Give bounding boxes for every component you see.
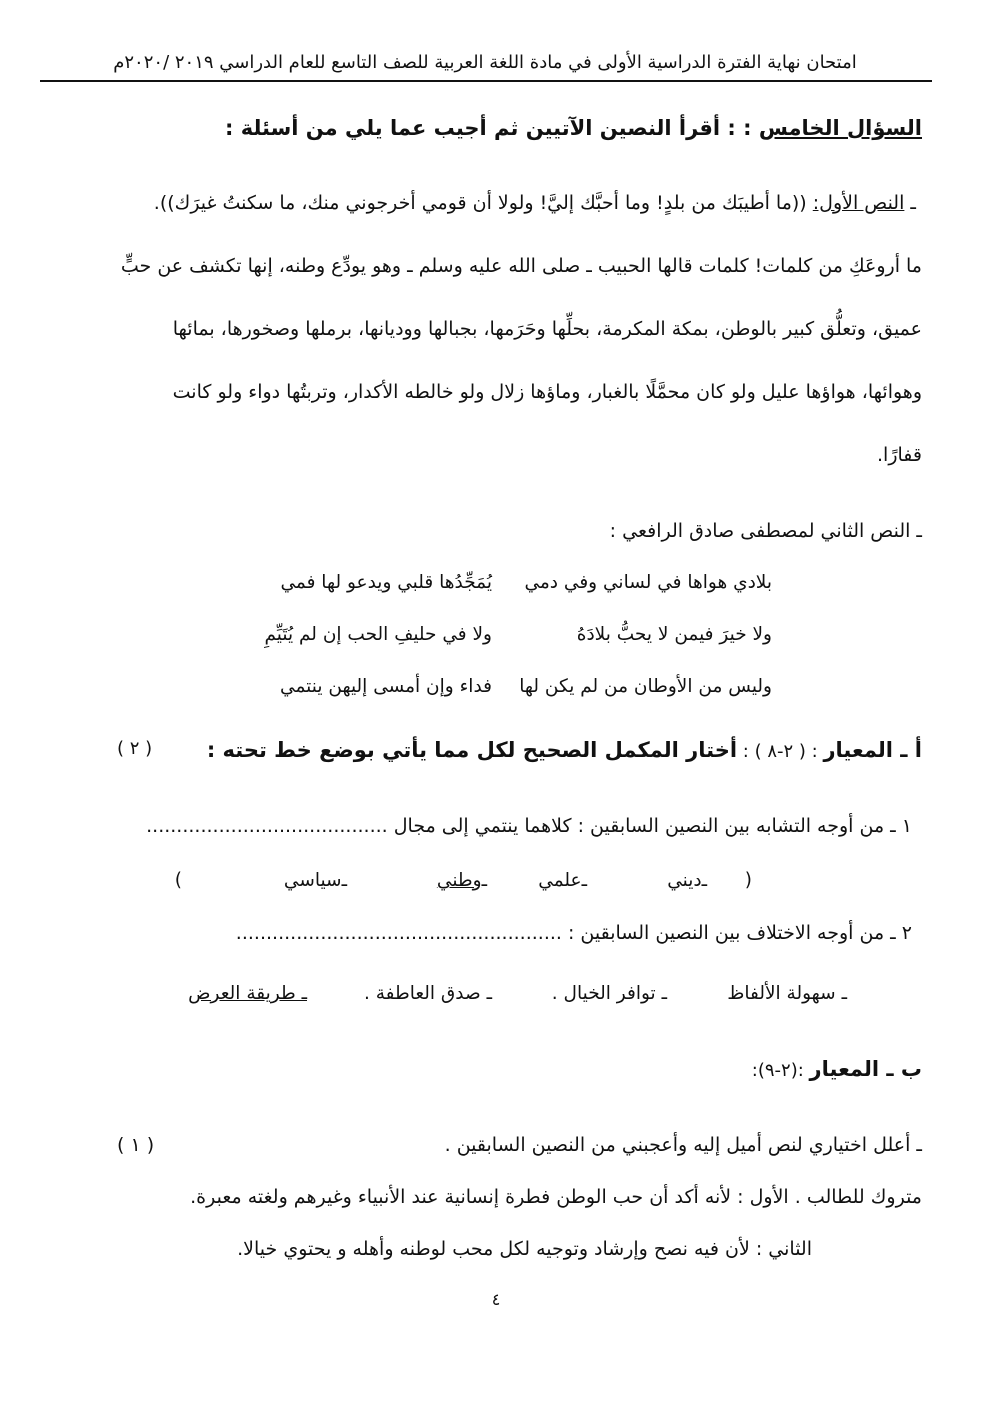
question-5-instruction: أقرأ النصين الآتيين ثم أجيب عما يلي من أسئلة :	[225, 116, 721, 140]
criterion-b-question-text: ـ أعلل اختياري لنص أميل إليه وأعجبني من النصين السابقين .	[444, 1134, 922, 1156]
text2-intro: ـ النص الثاني لمصطفى صادق الرافعي :	[609, 520, 922, 542]
q1-option-siyasi: ـ سياسي	[283, 870, 347, 891]
criterion-a-heading	[45, 738, 922, 763]
criterion-a-instruction: أختار المكمل الصحيح لكل مما يأتي بوضع خط تحته :	[206, 738, 738, 762]
text1-label: النص الأول:	[812, 192, 905, 214]
q1-option-dini: ـ ديني	[667, 870, 707, 891]
criterion-b-label: ب ـ المعيار	[809, 1057, 922, 1081]
text1-line-3: وهوائها، هواؤها عليل ولو كان محمَّلًا بالغبار، وماؤها زلال ولو خالطه الأكدار، وتربتُها دواء ولو كانت	[172, 381, 922, 403]
question-5-heading	[45, 116, 922, 141]
criterion-a-code: : ( ٢-٨ ) :	[737, 741, 824, 762]
text1-first-line	[45, 192, 916, 215]
criterion-b-mark: ( ١ )	[117, 1134, 155, 1156]
q1-option-watani: ـ وطني	[436, 870, 487, 891]
exam-header: امتحان نهاية الفترة الدراسية الأولى في مادة اللغة العربية للصف التاسع للعام الدراسي ٢٠١٩ /٢٠٢٠م	[113, 52, 857, 73]
criterion-a-q2: ٢ ـ من أوجه الاختلاف بين النصين السابقين : ......................................................	[235, 922, 912, 944]
verse-1-second-hemistich: يُمَجِّدُها قلبي ويدعو لها فمي	[280, 572, 492, 593]
text1-quote: ((ما أطيبَك من بلدٍ! وما أحبَّك إليَّ! ولولا أن قومي أخرجوني منك، ما سكنتُ غيرَك)).	[153, 192, 813, 214]
verse-1-first-hemistich: بلادي هواها في لساني وفي دمي	[524, 572, 772, 593]
q1-option-ilmi: ـ علمي	[538, 870, 587, 891]
criterion-a-label: أ ـ المعيار	[823, 738, 922, 762]
text1-line-1: ما أروعَكِ من كلمات! كلمات قالها الحبيب ـ صلى الله عليه وسلم ـ وهو يودِّع وطنه، إنها تكشف عن حبٍّ	[120, 255, 922, 277]
criterion-b-question	[45, 1134, 922, 1157]
text1-line-2: عميق، وتعلُّق كبير بالوطن، بمكة المكرمة، بحلِّها وحَرَمها، بجبالها ووديانها، برملها وصخورها، بمائها	[172, 318, 922, 340]
question-5-sep: : :	[720, 116, 759, 140]
text1-dash: ـ	[904, 192, 916, 214]
criterion-b-answer-2: الثاني : لأن فيه نصح وإرشاد وتوجيه لكل محب لوطنه وأهله و يحتوي خيالا.	[237, 1238, 812, 1260]
q1-close-paren: )	[174, 870, 182, 891]
verse-2-second-hemistich: ولا في حليفِ الحب إن لم يُتَيِّمِ	[264, 624, 492, 645]
text1-line-4: قفارًا.	[877, 444, 922, 466]
header-rule	[40, 80, 932, 82]
criterion-a-mark: ( ٢ )	[117, 738, 153, 759]
criterion-b-code: :(٢-٩):	[751, 1060, 810, 1081]
q2-correct-answer: ـ طريقة العرض	[188, 983, 307, 1004]
criterion-a-q1: ١ ـ من أوجه التشابه بين النصين السابقين : كلاهما ينتمي إلى مجال ........................................	[146, 815, 912, 837]
verse-3-second-hemistich: فداء وإن أمسى إليهن ينتمي	[280, 676, 492, 697]
question-5-title: السؤال الخامس	[758, 116, 922, 140]
q1-open-paren: (	[744, 870, 752, 891]
criterion-b-heading	[45, 1057, 922, 1082]
page-number: ٤	[491, 1290, 501, 1309]
criterion-b-answer-1: متروك للطالب . الأول : لأنه أكد أن حب الوطن فطرة إنسانية عند الأنبياء وغيرهم ولغته معبرة.	[190, 1186, 922, 1208]
verse-2-first-hemistich: ولا خيرَ فيمن لا يحبُّ بلادَهُ	[576, 624, 772, 645]
q2-option-tawafur: ـ توافر الخيال .	[551, 983, 667, 1004]
q2-option-sidq: ـ صدق العاطفة .	[363, 983, 492, 1004]
q1-correct-answer: وطني	[436, 870, 482, 891]
q2-option-sohoolat: ـ سهولة الألفاظ	[727, 983, 847, 1004]
verse-3-first-hemistich: وليس من الأوطان من لم يكن لها	[519, 676, 772, 697]
